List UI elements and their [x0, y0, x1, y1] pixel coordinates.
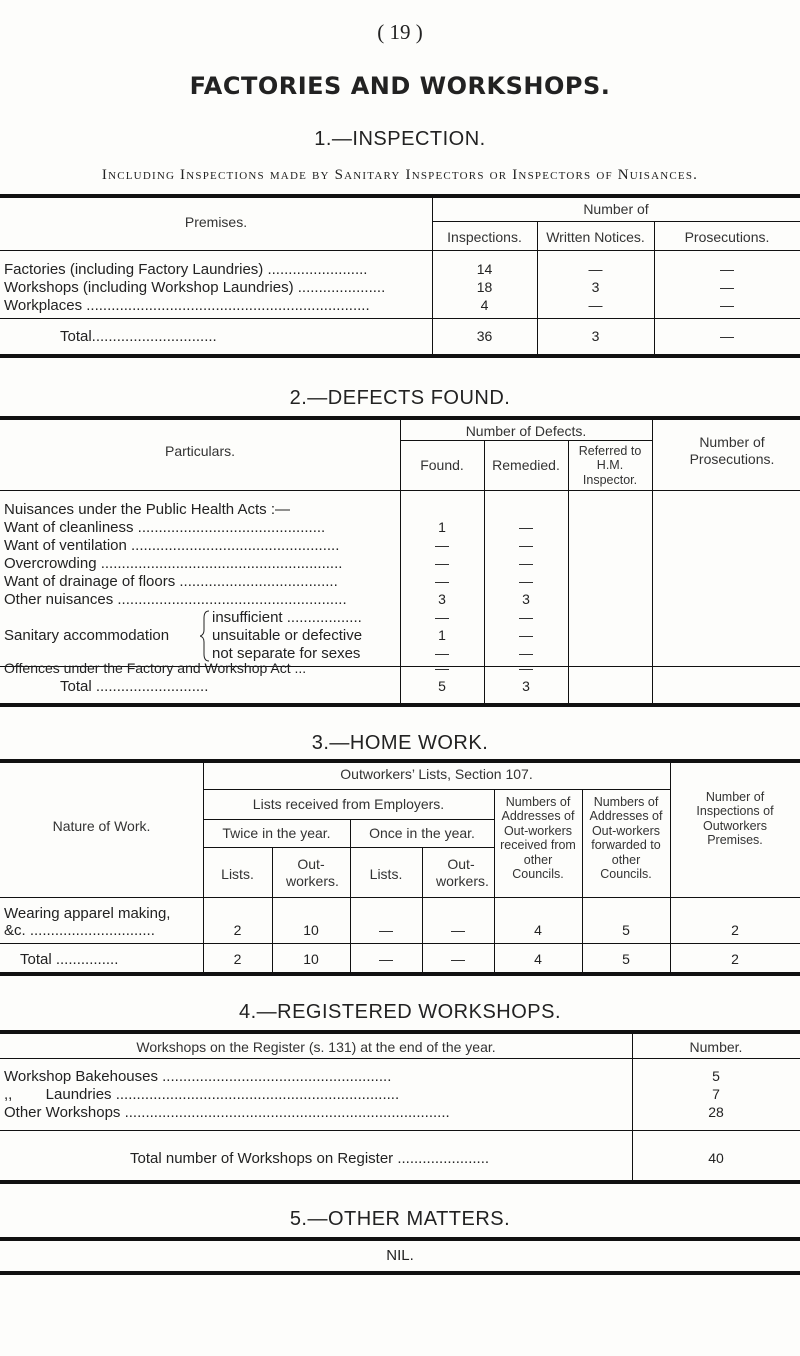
section-1-title: 1.—INSPECTION. [314, 128, 486, 150]
lists-header: Lists. [369, 866, 403, 882]
inspections-outworkers-header: Number of Inspections of Outworkers Premises. [696, 790, 774, 848]
number-of-header: Number of [583, 201, 649, 217]
section-5-title: 5.—OTHER MATTERS. [289, 1208, 511, 1230]
number-of-defects-header: Number of Defects. [465, 423, 587, 439]
section-2-title: 2.—DEFECTS FOUND. [289, 387, 511, 409]
workshops-header: Workshops on the Register (s. 131) at the end of the year. [136, 1039, 496, 1055]
nature-of-work-header: Nature of Work. [52, 818, 151, 834]
referred-header: Referred to H.M. Inspector. [578, 444, 642, 487]
prosecutions-header: Prosecutions. [684, 229, 770, 245]
main-title: FACTORIES AND WORKSHOPS. [189, 72, 611, 100]
number-header: Number. [689, 1039, 743, 1055]
particulars-header: Particulars. [164, 443, 236, 459]
once-in-year-header: Once in the year. [369, 825, 475, 841]
page-number: ( 19 ) [377, 20, 423, 44]
addresses-forwarded-header: Numbers of Addresses of Out-workers forwarded to other Councils. [589, 795, 663, 881]
lists-received-header: Lists received from Employers. [252, 796, 445, 812]
section-1-subtitle: Including Inspections made by Sanitary Inspectors or Inspectors of Nuisances. [101, 167, 699, 183]
section-4-title: 4.—REGISTERED WORKSHOPS. [238, 1001, 562, 1023]
inspections-header: Inspections. [447, 229, 522, 245]
prosecutions-count-header: Number of Prosecutions. [689, 434, 775, 467]
remedied-header: Remedied. [492, 457, 560, 473]
outworkers-header: Out-workers. [286, 856, 339, 889]
found-header: Found. [420, 457, 464, 473]
sanitary-accommodation-label: Sanitary accommodation [4, 627, 170, 644]
brace-icon [200, 610, 210, 662]
nil-text: NIL. [386, 1247, 414, 1264]
twice-in-year-header: Twice in the year. [222, 825, 331, 841]
addresses-received-header: Numbers of Addresses of Out-workers received from other Councils. [500, 795, 576, 881]
section-3-title: 3.—HOME WORK. [311, 732, 489, 754]
lists-header: Lists. [221, 866, 254, 882]
outworkers-header: Out-workers. [436, 856, 489, 889]
premises-header: Premises. [184, 214, 248, 230]
outworkers-lists-header: Outworkers’ Lists, Section 107. [340, 766, 533, 782]
written-notices-header: Written Notices. [546, 229, 645, 245]
nuisances-heading: Nuisances under the Public Health Acts :— [4, 501, 290, 518]
